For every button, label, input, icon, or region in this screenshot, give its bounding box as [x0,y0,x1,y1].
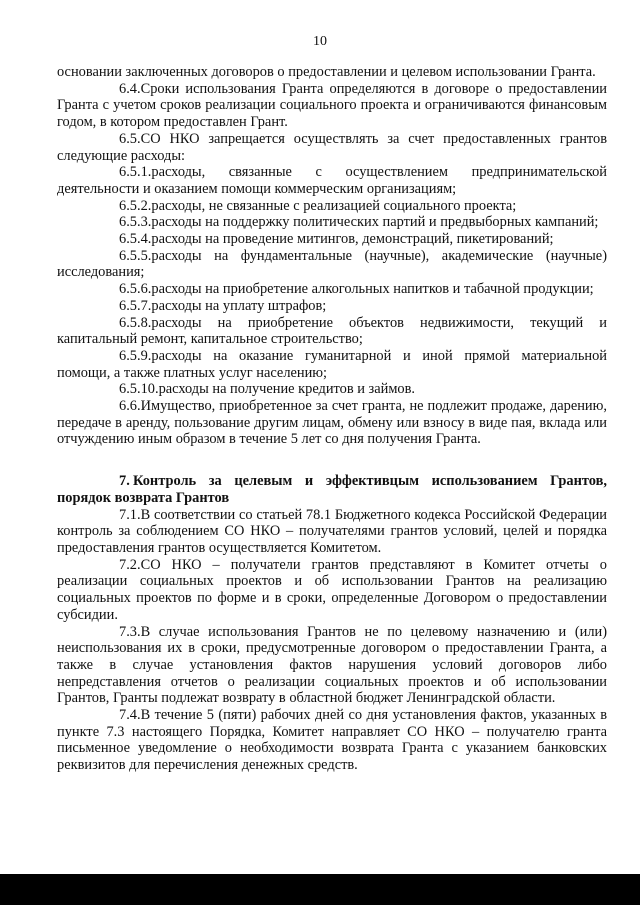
paragraph-number: 6.5.1. [119,164,152,181]
paragraph [57,248,607,281]
paragraph-number: 6.5.5. [119,247,152,264]
paragraph-text: расходы на приобретение алкогольных напитков и табачной продукции; [151,281,594,298]
paragraph-text: расходы на оказание гуманитарной и иной прямой материальной помощи, а также платных услуг населению; [57,347,607,381]
paragraph-number: 6.5.7. [119,297,152,314]
paragraph-text: расходы на фундаментальные (научные), академические (научные) исследования; [57,247,607,281]
paragraph [57,381,607,398]
paragraph-text: расходы на приобретение объектов недвижимости, текущий и капитальный ремонт, капитальное строительство; [57,314,607,348]
page-number: 10 [313,34,327,49]
document-body [57,64,607,774]
paragraph-number: 7.1. [119,506,141,523]
paragraph [57,298,607,315]
section-number: 7. [119,473,130,490]
paragraph [57,81,607,131]
paragraph-number: 6.5.4. [119,231,152,248]
paragraph-number: 7.2. [119,556,141,573]
section-6-paragraphs [57,64,607,448]
paragraph-text: СО НКО запрещается осуществлять за счет предоставленных грантов следующие расходы: [57,130,607,164]
paragraph-text: Сроки использования Гранта определяются в договоре о предоставлении Гранта с учетом сроков реализации социального проекта и ограничиваются финансовым годом, в котором предоставлен Грант. [57,80,607,131]
paragraph-number: 7.4. [119,707,141,724]
paragraph [57,707,607,774]
paragraph [57,131,607,164]
paragraph-text: В соответствии со статьей 78.1 Бюджетного кодекса Российской Федерации контроль за соблюдением СО НКО – получателями грантов условий, целей и порядка предоставления грантов осуществляется Комитетом. [57,506,607,556]
paragraph-number: 6.5.10. [119,381,159,398]
paragraph-text: В случае использования Грантов не по целевому назначению и (или) неиспользования их в сроки, предусмотренные договором о предоставлении Гранта, а также в случае установления фактов нарушения условий договоров либо непредставления отчетов о реализации социальных проектов и об использовании Грантов, Гранты подлежат возврату в областной бюджет Ленинградской области. [57,623,607,707]
paragraph [57,398,607,448]
paragraph-text: расходы на получение кредитов и займов. [158,381,416,398]
paragraph-number: 6.5.6. [119,281,152,298]
paragraph [57,624,607,708]
section-heading [57,473,607,506]
paragraph-text: Имущество, приобретенное за счет гранта, не подлежит продаже, дарению, передаче в аренду, пользование другим лицам, обмену или взносу в виде пая, вклада или отчуждению иным образом в течение 5 лет со дня получения Гранта. [57,398,607,448]
paragraph-text: расходы, не связанные с реализацией социального проекта; [151,197,517,214]
paragraph-number: 6.5.2. [119,197,152,214]
paragraph [57,281,607,298]
paragraph [57,198,607,215]
paragraph [57,214,607,231]
paragraph [57,164,607,197]
paragraph [57,64,607,81]
paragraph-text: основании заключенных договоров о предоставлении и целевом использовании Гранта. [57,64,596,80]
scan-border [0,874,640,905]
paragraph-text: расходы на поддержку политических партий и предвыборных кампаний; [151,214,599,231]
paragraph [57,557,607,624]
section-7-paragraphs [57,507,607,774]
paragraph-number: 6.5.3. [119,214,152,231]
paragraph-number: 6.6. [119,398,141,415]
paragraph-number: 7.3. [119,623,141,640]
paragraph-text: расходы, связанные с осуществлением предпринимательской деятельности и оказанием помощи коммерческим организациям; [57,164,607,197]
paragraph-text: СО НКО – получатели грантов представляют в Комитет отчеты о реализации социальных проектов и об использовании Грантов на реализацию социальных проектов по форме и в сроки, определенные Договором о предоставлении субсидии. [57,556,607,623]
section-title: Контроль за целевым и эффективцым использованием Грантов, порядок возврата Грантов [57,473,607,506]
paragraph [57,315,607,348]
paragraph-text: расходы на уплату штрафов; [151,297,327,314]
paragraph [57,348,607,381]
paragraph-number: 6.5.9. [119,347,152,364]
paragraph-number: 6.4. [119,80,141,97]
paragraph-number: 6.5.8. [119,314,152,331]
paragraph [57,231,607,248]
paragraph-text: расходы на проведение митингов, демонстраций, пикетирований; [151,231,554,248]
paragraph-text: В течение 5 (пяти) рабочих дней со дня установления фактов, указанных в пункте 7.3 настоящего Порядка, Комитет направляет СО НКО – получателю гранта письменное уведомление о необходимости возврата Гранта с указанием банковских реквизитов для перечисления денежных средств. [57,707,607,774]
paragraph-number: 6.5. [119,130,141,147]
paragraph [57,507,607,557]
